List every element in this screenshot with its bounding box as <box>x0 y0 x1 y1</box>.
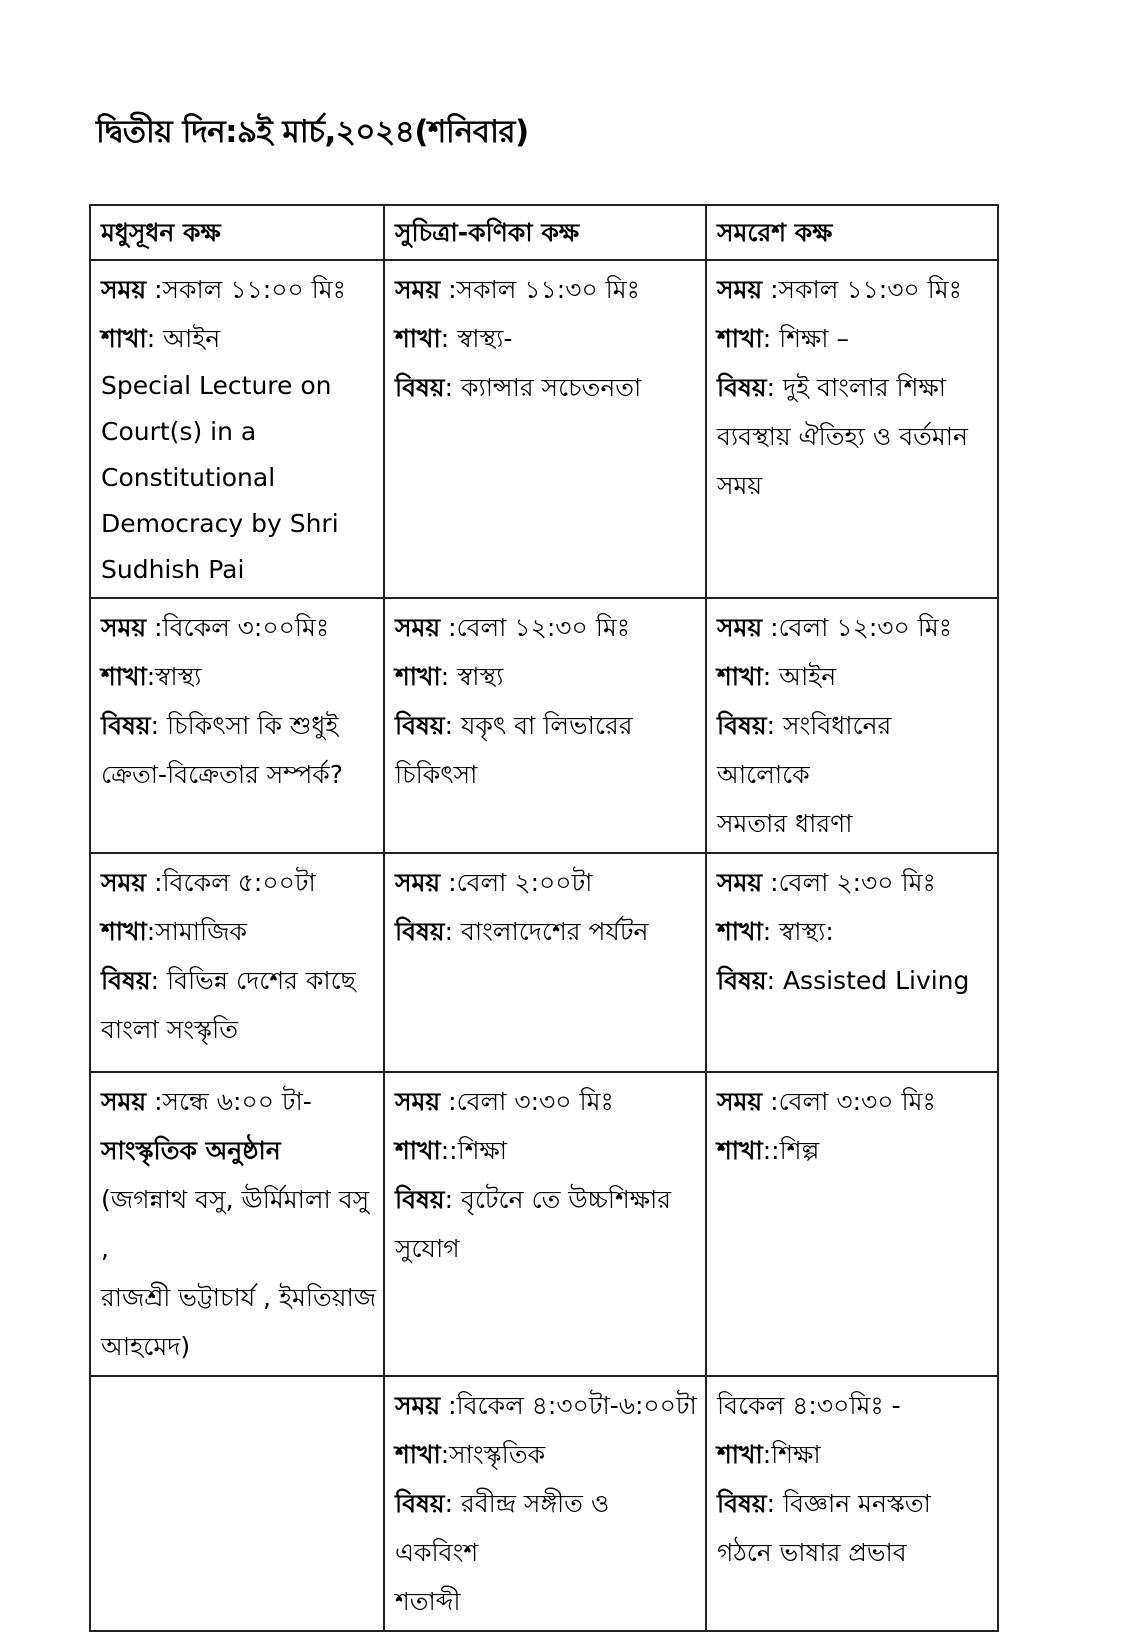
time-label: সময় <box>395 613 441 642</box>
subject-continued: সমতার ধারণা <box>717 809 853 838</box>
session-subject: : ক্যান্সার সচেতনতা <box>444 373 642 402</box>
branch-label: শাখা <box>101 324 147 353</box>
branch-label: শাখা <box>395 662 441 691</box>
branch-label: শাখা <box>717 662 763 691</box>
lecture-line: Special Lecture on <box>101 371 332 400</box>
performers-line: আহমেদ) <box>101 1332 191 1361</box>
session-subject: : বিভিন্ন দেশের কাছে <box>150 966 356 995</box>
session-branch: :সাংস্কৃতিক <box>440 1440 546 1469</box>
session-branch: : স্বাস্থ্য <box>440 662 504 691</box>
session-subject: : চিকিৎসা কি শুধুই <box>150 711 339 740</box>
schedule-table <box>89 204 999 1632</box>
session-branch: :শিক্ষা <box>762 1440 821 1469</box>
session-cell <box>384 1376 706 1631</box>
subject-continued: সুযোগ <box>395 1234 460 1263</box>
column-header: সমরেশ কক্ষ <box>706 205 998 260</box>
session-time: :বেলা ৩:৩০ মিঃ <box>762 1087 936 1116</box>
time-label: সময় <box>101 1087 147 1116</box>
table-row <box>90 853 998 1072</box>
page-title: দ্বিতীয় দিন:৯ই মার্চ,২০২৪(শনিবার) <box>96 114 529 150</box>
branch-label: শাখা <box>395 1440 441 1469</box>
session-branch: :স্বাস্থ্য <box>146 662 202 691</box>
subject-continued: চিকিৎসা <box>395 760 478 789</box>
lecture-line: Democracy by Shri <box>101 509 339 538</box>
subject-label: বিষয় <box>395 1185 445 1214</box>
branch-label: শাখা <box>101 917 147 946</box>
subject-continued: শতাব্দী <box>395 1587 461 1616</box>
session-cell <box>90 260 384 598</box>
subject-label: বিষয় <box>717 711 767 740</box>
session-subject: : সংবিধানের আলোকে <box>717 711 892 789</box>
table-header-row <box>90 205 998 260</box>
session-time: :সকাল ১১:০০ মিঃ <box>146 275 347 304</box>
time-label: সময় <box>395 275 441 304</box>
table-row <box>90 260 998 598</box>
branch-label: শাখা <box>717 1440 763 1469</box>
subject-label: বিষয় <box>717 966 767 995</box>
empty-cell <box>90 1376 384 1631</box>
branch-label: শাখা <box>395 324 441 353</box>
lecture-line: Sudhish Pai <box>101 555 245 584</box>
session-time: :বেলা ৩:৩০ মিঃ <box>440 1087 614 1116</box>
subject-label: বিষয় <box>717 373 767 402</box>
time-label: সময় <box>101 275 147 304</box>
session-cell <box>384 260 706 598</box>
session-time: :সকাল ১১:৩০ মিঃ <box>762 275 963 304</box>
session-branch: : আইন <box>762 662 837 691</box>
session-cell <box>384 598 706 853</box>
table-row <box>90 1376 998 1631</box>
session-time: :বিকেল ৩:০০মিঃ <box>146 613 330 642</box>
session-branch: : আইন <box>146 324 221 353</box>
session-cell <box>706 1072 998 1376</box>
session-time: বিকেল ৪:৩০মিঃ - <box>717 1391 901 1420</box>
session-cell <box>384 853 706 1072</box>
session-branch: : স্বাস্থ্য: <box>762 917 834 946</box>
session-branch: ::শিল্প <box>762 1136 820 1165</box>
branch-label: শাখা <box>101 662 147 691</box>
branch-label: শাখা <box>717 917 763 946</box>
time-label: সময় <box>395 1391 441 1420</box>
session-subject: : Assisted Living <box>766 966 970 995</box>
session-cell <box>384 1072 706 1376</box>
session-subject: : বিজ্ঞান মনস্কতা <box>766 1489 931 1518</box>
subject-label: বিষয় <box>717 1489 767 1518</box>
session-time: :বেলা ২:৩০ মিঃ <box>762 868 936 897</box>
session-subject: : দুই বাংলার শিক্ষা <box>766 373 946 402</box>
subject-label: বিষয় <box>395 1489 445 1518</box>
session-cell <box>706 853 998 1072</box>
subject-continued: ব্যবস্থায় ঐতিহ্য ও বর্তমান <box>717 422 968 451</box>
subject-label: বিষয় <box>395 373 445 402</box>
session-branch: :সামাজিক <box>146 917 248 946</box>
session-subject: : বৃটেনে তে উচ্চশিক্ষার <box>444 1185 672 1214</box>
table-row <box>90 598 998 853</box>
subject-label: বিষয় <box>395 711 445 740</box>
performers-line: রাজশ্রী ভট্টাচার্য , ইমতিয়াজ <box>101 1283 377 1312</box>
subject-label: বিষয় <box>395 917 445 946</box>
session-time: :বেলা ১২:৩০ মিঃ <box>762 613 953 642</box>
session-cell <box>90 853 384 1072</box>
session-time: :সকাল ১১:৩০ মিঃ <box>440 275 641 304</box>
session-time: :সন্ধে ৬:০০ টা- <box>146 1087 312 1116</box>
subject-continued: বাংলা সংস্কৃতি <box>101 1015 238 1044</box>
lecture-line: Court(s) in a Constitutional <box>101 417 276 492</box>
branch-label: শাখা <box>395 1136 441 1165</box>
session-cell <box>90 1072 384 1376</box>
time-label: সময় <box>717 275 763 304</box>
session-subject: : যকৃৎ বা লিভারের <box>444 711 633 740</box>
subject-continued: ক্রেতা-বিক্রেতার সম্পর্ক? <box>101 760 344 789</box>
performers-line: (জগন্নাথ বসু, ঊর্মিমালা বসু , <box>101 1185 370 1263</box>
session-cell <box>706 260 998 598</box>
column-header: মধুসূধন কক্ষ <box>90 205 384 260</box>
column-header: সুচিত্রা-কণিকা কক্ষ <box>384 205 706 260</box>
time-label: সময় <box>395 1087 441 1116</box>
session-branch: : স্বাস্থ্য- <box>440 324 513 353</box>
table-row <box>90 1072 998 1376</box>
time-label: সময় <box>101 868 147 897</box>
session-cell <box>706 598 998 853</box>
session-time: :বেলা ১২:৩০ মিঃ <box>440 613 631 642</box>
session-branch: ::শিক্ষা <box>440 1136 508 1165</box>
branch-label: শাখা <box>717 324 763 353</box>
subject-label: বিষয় <box>101 711 151 740</box>
session-time: :বিকেল ৫:০০টা <box>146 868 316 897</box>
session-time: :বেলা ২:০০টা <box>440 868 593 897</box>
session-cell <box>90 598 384 853</box>
time-label: সময় <box>717 868 763 897</box>
session-cell <box>706 1376 998 1631</box>
subject-label: বিষয় <box>101 966 151 995</box>
session-subject: : বাংলাদেশের পর্যটন <box>444 917 649 946</box>
time-label: সময় <box>717 1087 763 1116</box>
event-title: সাংস্কৃতিক অনুষ্ঠান <box>101 1136 281 1165</box>
session-time: :বিকেল ৪:৩০টা-৬:০০টা <box>440 1391 697 1420</box>
branch-label: শাখা <box>717 1136 763 1165</box>
subject-continued: সময় <box>717 471 763 500</box>
time-label: সময় <box>717 613 763 642</box>
session-subject: : রবীন্দ্র সঙ্গীত ও একবিংশ <box>395 1489 610 1567</box>
session-branch: : শিক্ষা – <box>762 324 849 353</box>
subject-continued: গঠনে ভাষার প্রভাব <box>717 1538 907 1567</box>
time-label: সময় <box>101 613 147 642</box>
time-label: সময় <box>395 868 441 897</box>
